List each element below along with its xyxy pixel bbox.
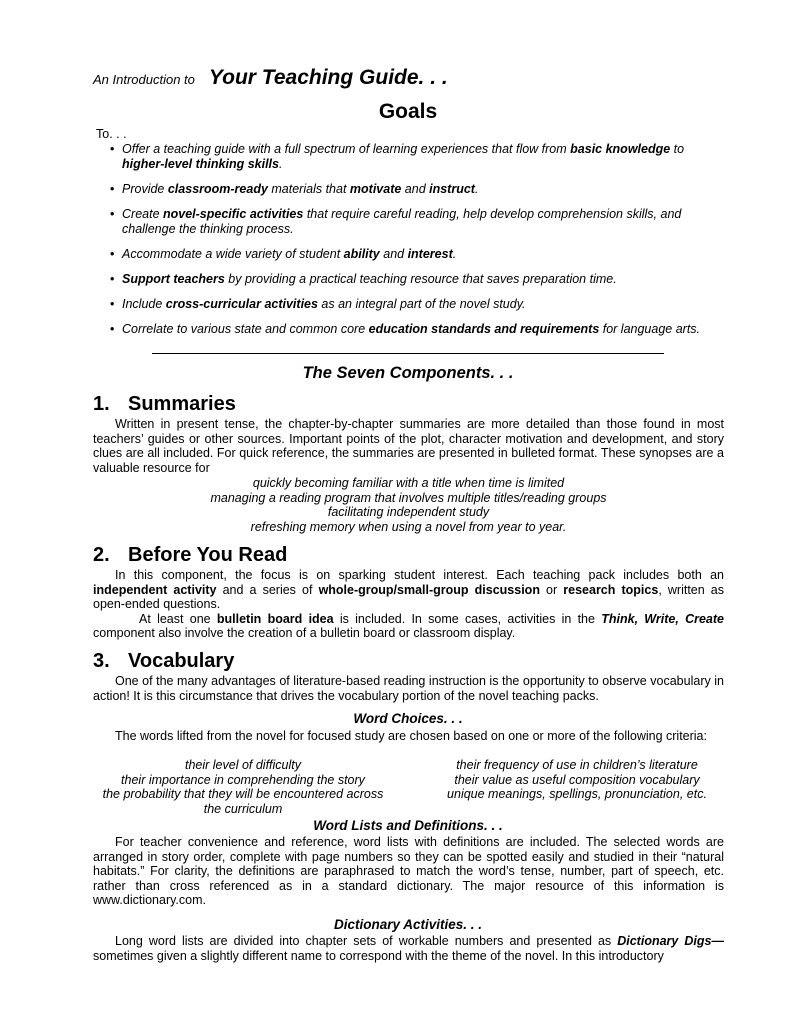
goal-item: • Correlate to various state and common core education standards and requirements for language arts. [108, 322, 728, 337]
goal-item: • Offer a teaching guide with a full spectrum of learning experiences that flow from basic knowledge to higher-level thinking skills. [108, 142, 728, 172]
list-item: facilitating independent study [327, 505, 490, 519]
before-you-read-paragraphs [93, 568, 724, 641]
paragraph-text: The words lifted from the novel for focused study are chosen based on one or more of the following criteria: [115, 729, 707, 743]
dictionary-activities-heading: Dictionary Activities. . . [333, 917, 483, 932]
criteria-left-column [93, 758, 393, 816]
section-number: 2. [93, 544, 110, 566]
section-heading-vocabulary [93, 650, 234, 673]
intro-label: An Introduction to [93, 72, 195, 87]
criteria-item: their frequency of use in children’s literature [456, 758, 698, 772]
section-divider [152, 353, 664, 354]
section-title: Summaries [128, 393, 236, 415]
guide-title: Your Teaching Guide. . . [208, 66, 448, 89]
goal-item: • Create novel-specific activities that require careful reading, help develop comprehension skills, and challenge the thinking process. [108, 207, 728, 237]
section-number: 3. [93, 650, 110, 672]
paragraph-text: Long word lists are divided into chapter sets of workable numbers and presented as Dictionary Digs— sometimes given a slightly different name to correspond with the theme of the novel. In this introductory [93, 934, 724, 963]
components-title: The Seven Components. . . [302, 364, 514, 382]
dictionary-activities-paragraph [93, 934, 724, 963]
criteria-item: the curriculum [203, 801, 283, 816]
vocabulary-paragraph [93, 674, 724, 703]
paragraph-text: At least one bulletin board idea is included. In some cases, activities in the Think, Write, Create component also involve the creation of a bulletin board or classroom display. [93, 611, 724, 640]
word-choices-intro [93, 729, 724, 744]
goal-item: • Provide classroom-ready materials that motivate and instruct. [108, 182, 728, 197]
section-title: Before You Read [128, 544, 288, 566]
section-number: 1. [93, 393, 110, 415]
criteria-item: their importance in comprehending the story [121, 772, 365, 787]
section-heading-summaries [93, 393, 236, 416]
section-heading-before-you-read [93, 544, 287, 567]
goal-item: • Support teachers by providing a practical teaching resource that saves preparation time. [108, 272, 728, 287]
criteria-item: the probability that they will be encountered across [102, 787, 384, 801]
list-item: quickly becoming familiar with a title when time is limited [252, 476, 565, 490]
page-header [93, 66, 448, 90]
goal-item: • Include cross-curricular activities as an integral part of the novel study. [108, 297, 728, 312]
section-title: Vocabulary [128, 650, 235, 672]
criteria-right-column [430, 758, 724, 802]
paragraph-text: In this component, the focus is on sparking student interest. Each teaching pack includes both an independent activity and a series of whole-group/small-group discussion or research topics, written as open-ended questions. [93, 568, 724, 611]
goals-list [108, 142, 728, 347]
word-lists-paragraph [93, 835, 724, 908]
paragraph-text: For teacher convenience and reference, word lists with definitions are included. The selected words are arranged in story order, complete with page numbers so they can be spotted easily and studied in their “natural habitats.” For clarity, the definitions are paraphrased to match the word’s tense, number, part of speech, etc. rather than cross referenced as in a standard dictionary. The major resource of this information is www.dictionary.com. [93, 835, 724, 907]
paragraph-text: One of the many advantages of literature-based reading instruction is the opportunity to observe vocabulary in action! It is this circumstance that drives the vocabulary portion of the novel teaching packs. [93, 674, 724, 703]
goals-heading: Goals [378, 100, 438, 123]
to-label: To. . . [96, 127, 127, 141]
summaries-uses-list [93, 476, 724, 534]
criteria-item: unique meanings, spellings, pronunciation, etc. [447, 787, 707, 801]
paragraph-text: Written in present tense, the chapter-by-chapter summaries are more detailed than those found in most teachers’ guides or other sources. Important points of the plot, character motivation and development, and story clues are all included. For quick reference, the summaries are presented in bulleted format. These synopses are a valuable resource for [93, 417, 724, 475]
word-choices-heading: Word Choices. . . [353, 711, 463, 726]
list-item: managing a reading program that involves multiple titles/reading groups [210, 490, 607, 505]
goal-item: • Accommodate a wide variety of student ability and interest. [108, 247, 728, 262]
word-lists-heading: Word Lists and Definitions. . . [313, 818, 503, 833]
criteria-item: their value as useful composition vocabulary [454, 772, 700, 787]
list-item: refreshing memory when using a novel from year to year. [250, 519, 567, 534]
summaries-paragraph [93, 417, 724, 475]
criteria-item: their level of difficulty [184, 758, 302, 772]
